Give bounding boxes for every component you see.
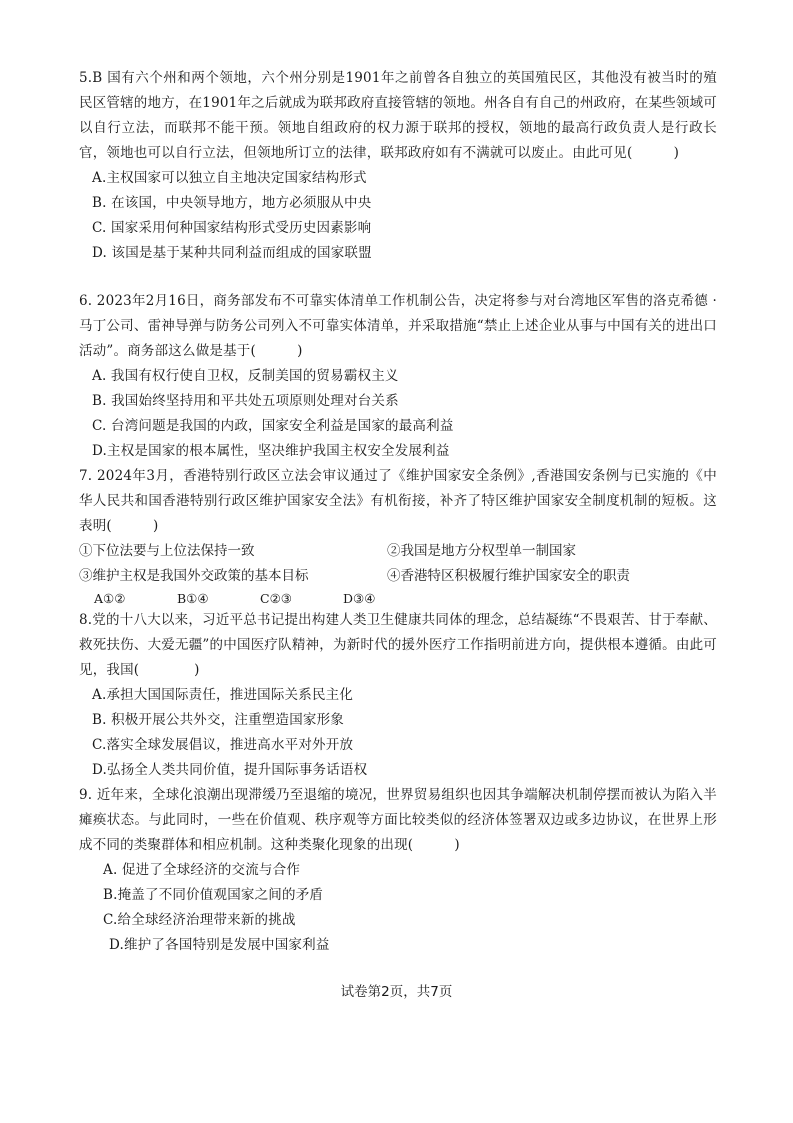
statement-1: ①下位法要与上位法保持一致 [79, 543, 255, 559]
option-c[interactable]: C.落实全球发展倡议，推进高水平对外开放 [92, 737, 354, 753]
choice-row [79, 589, 717, 609]
question-stem: 5.B 国有六个州和两个领地，六个州分别是1901年之前曾各自独立的英国殖民区，其他没有被当时的殖民区管辖的地方，在1901年之后就成为联邦政府直接管辖的领地。州各自有自己的州政府，在某些领域可以自行立法，而联邦不能干预。领地自组政府的权力源于联邦的授权，领地的最高行政负责人是行政长官，领地也可以自行立法，但领地所订立的法律，联邦政府如有不满就可以废止。由此可见( ) [79, 70, 717, 161]
statement-row [79, 539, 717, 564]
option-list [79, 858, 717, 958]
option-list [79, 683, 717, 783]
statement-row [79, 564, 717, 589]
option-d[interactable]: D.主权是国家的根本属性，坚决维护我国主权安全发展利益 [92, 443, 450, 459]
option-a[interactable]: A.主权国家可以独立自主地决定国家结构形式 [92, 170, 367, 186]
option-c[interactable]: C.给全球经济治理带来新的挑战 [103, 912, 296, 928]
question-stem: 8.党的十八大以来，习近平总书记提出构建人类卫生健康共同体的理念，总结凝练“不畏艰苦、甘于奉献、救死扶伤、大爱无疆”的中国医疗队精神，为新时代的援外医疗工作指明前进方向，提供根本遵循。由此可见，我国( ) [79, 612, 717, 678]
option-list [79, 166, 717, 266]
statement-2: ②我国是地方分权型单一制国家 [387, 543, 576, 559]
choice-a[interactable]: A①② [94, 591, 126, 606]
question-stem: 9. 近年来，全球化浪潮出现滞缓乃至退缩的境况，世界贸易组织也因其争端解决机制停摆而被认为陷入半瘫痪状态。与此同时，一些在价值观、秩序观等方面比较类似的经济体签署双边或多边协议，在世界上形成不同的类聚群体和相应机制。这种类聚化现象的出现( ) [79, 787, 717, 853]
option-a[interactable]: A.承担大国国际责任，推进国际关系民主化 [92, 687, 354, 703]
option-c[interactable]: C. 台湾问题是我国的内政，国家安全利益是国家的最高利益 [92, 418, 454, 434]
page-footer: 试卷第2页，共7页 [340, 984, 453, 1000]
question-7 [79, 464, 717, 609]
option-b[interactable]: B. 在该国，中央领导地方，地方必须服从中央 [92, 195, 372, 211]
option-d[interactable]: D. 该国是基于某种共同利益而组成的国家联盟 [92, 245, 372, 261]
option-b[interactable]: B. 积极开展公共外交，注重塑造国家形象 [92, 712, 345, 728]
question-stem: 6. 2023年2月16日，商务部发布不可靠实体清单工作机制公告，决定将参与对台湾地区军售的洛克希德 ·马丁公司、雷神导弹与防务公司列入不可靠实体清单，并采取措施“禁止上述企业从事与中国有关的进出口活动”。商务部这么做是基于( ) [79, 293, 717, 359]
option-d[interactable]: D.弘扬全人类共同价值，提升国际事务话语权 [92, 762, 368, 778]
question-stem: 7. 2024年3月，香港特别行政区立法会审议通过了《维护国家安全条例》,香港国安条例与已实施的《中华人民共和国香港特别行政区维护国家安全法》有机衔接，补齐了特区维护国家安全制度机制的短板。这表明( ) [79, 468, 717, 534]
choice-d[interactable]: D③④ [343, 591, 376, 606]
question-9 [79, 783, 717, 958]
option-list [79, 364, 717, 464]
choice-c[interactable]: C②③ [260, 591, 292, 606]
question-5 [79, 66, 717, 266]
option-b[interactable]: B. 我国始终坚持用和平共处五项原则处理对台关系 [92, 393, 399, 409]
option-b[interactable]: B.掩盖了不同价值观国家之间的矛盾 [103, 887, 324, 903]
statement-4: ④香港特区积极履行维护国家安全的职责 [387, 568, 630, 584]
question-6 [79, 289, 717, 464]
statement-3: ③维护主权是我国外交政策的基本目标 [79, 568, 309, 584]
option-c[interactable]: C. 国家采用何种国家结构形式受历史因素影响 [92, 220, 372, 236]
option-d[interactable]: D.维护了各国特别是发展中国家利益 [109, 937, 330, 953]
question-8 [79, 608, 717, 783]
option-a[interactable]: A. 促进了全球经济的交流与合作 [103, 862, 301, 878]
option-a[interactable]: A. 我国有权行使自卫权，反制美国的贸易霸权主义 [92, 368, 399, 384]
choice-b[interactable]: B①④ [177, 591, 209, 606]
